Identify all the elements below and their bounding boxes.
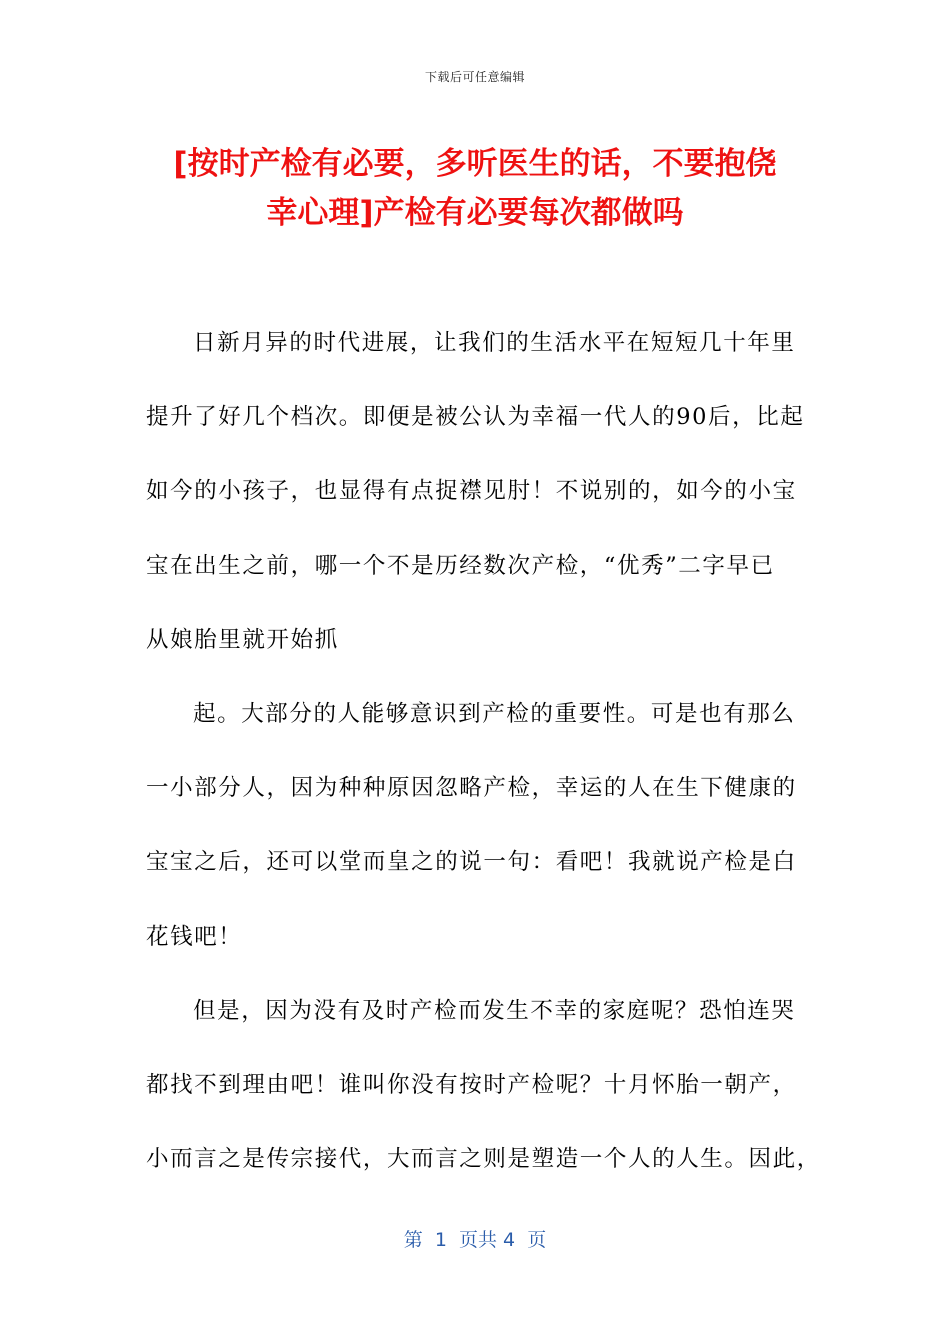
document-title [130, 140, 820, 238]
paragraph-line: 从娘胎里就开始抓 [146, 626, 339, 653]
page-number-footer: 第 1 页共 4 页 [403, 1229, 547, 1251]
paragraph-line: 都找不到理由吧！谁叫你没有按时产检呢？十月怀胎一朝产， [146, 1071, 797, 1098]
paragraph-line: 宝在出生之前，哪一个不是历经数次产检，“优秀”二字早已 [146, 552, 775, 579]
paragraph-line: 如今的小孩子，也显得有点捉襟见肘！不说别的，如今的小宝 [146, 478, 797, 505]
paragraph-line: 宝宝之后，还可以堂而皇之的说一句：看吧！我就说产检是白 [146, 849, 797, 876]
title-line-1: [按时产检有必要，多听医生的话，不要抱侥 [173, 146, 777, 182]
paragraph-line: 起。大部分的人能够意识到产检的重要性。可是也有那么 [193, 700, 796, 727]
paragraph-line: 花钱吧！ [146, 923, 243, 950]
paragraph-3 [146, 988, 821, 1211]
paragraph-line: 一小部分人，因为种种原因忽略产检，幸运的人在生下健康的 [146, 775, 797, 802]
paragraph-line: 小而言之是传宗接代，大而言之则是塑造一个人的人生。因此， [146, 1146, 821, 1173]
paragraph-line: 提升了好几个档次。即便是被公认为幸福一代人的90后，比起 [146, 404, 805, 431]
paragraph-line: 日新月异的时代进展，让我们的生活水平在短短几十年里 [193, 330, 796, 356]
paragraph-1 [146, 320, 806, 691]
paragraph-line: 但是，因为没有及时产检而发生不幸的家庭呢？恐怕连哭 [193, 997, 796, 1024]
document-body [146, 320, 821, 1210]
header-note: 下载后可任意编辑 [424, 70, 525, 84]
title-line-2: 幸心理]产检有必要每次都做吗 [266, 195, 684, 231]
paragraph-2 [146, 691, 806, 988]
